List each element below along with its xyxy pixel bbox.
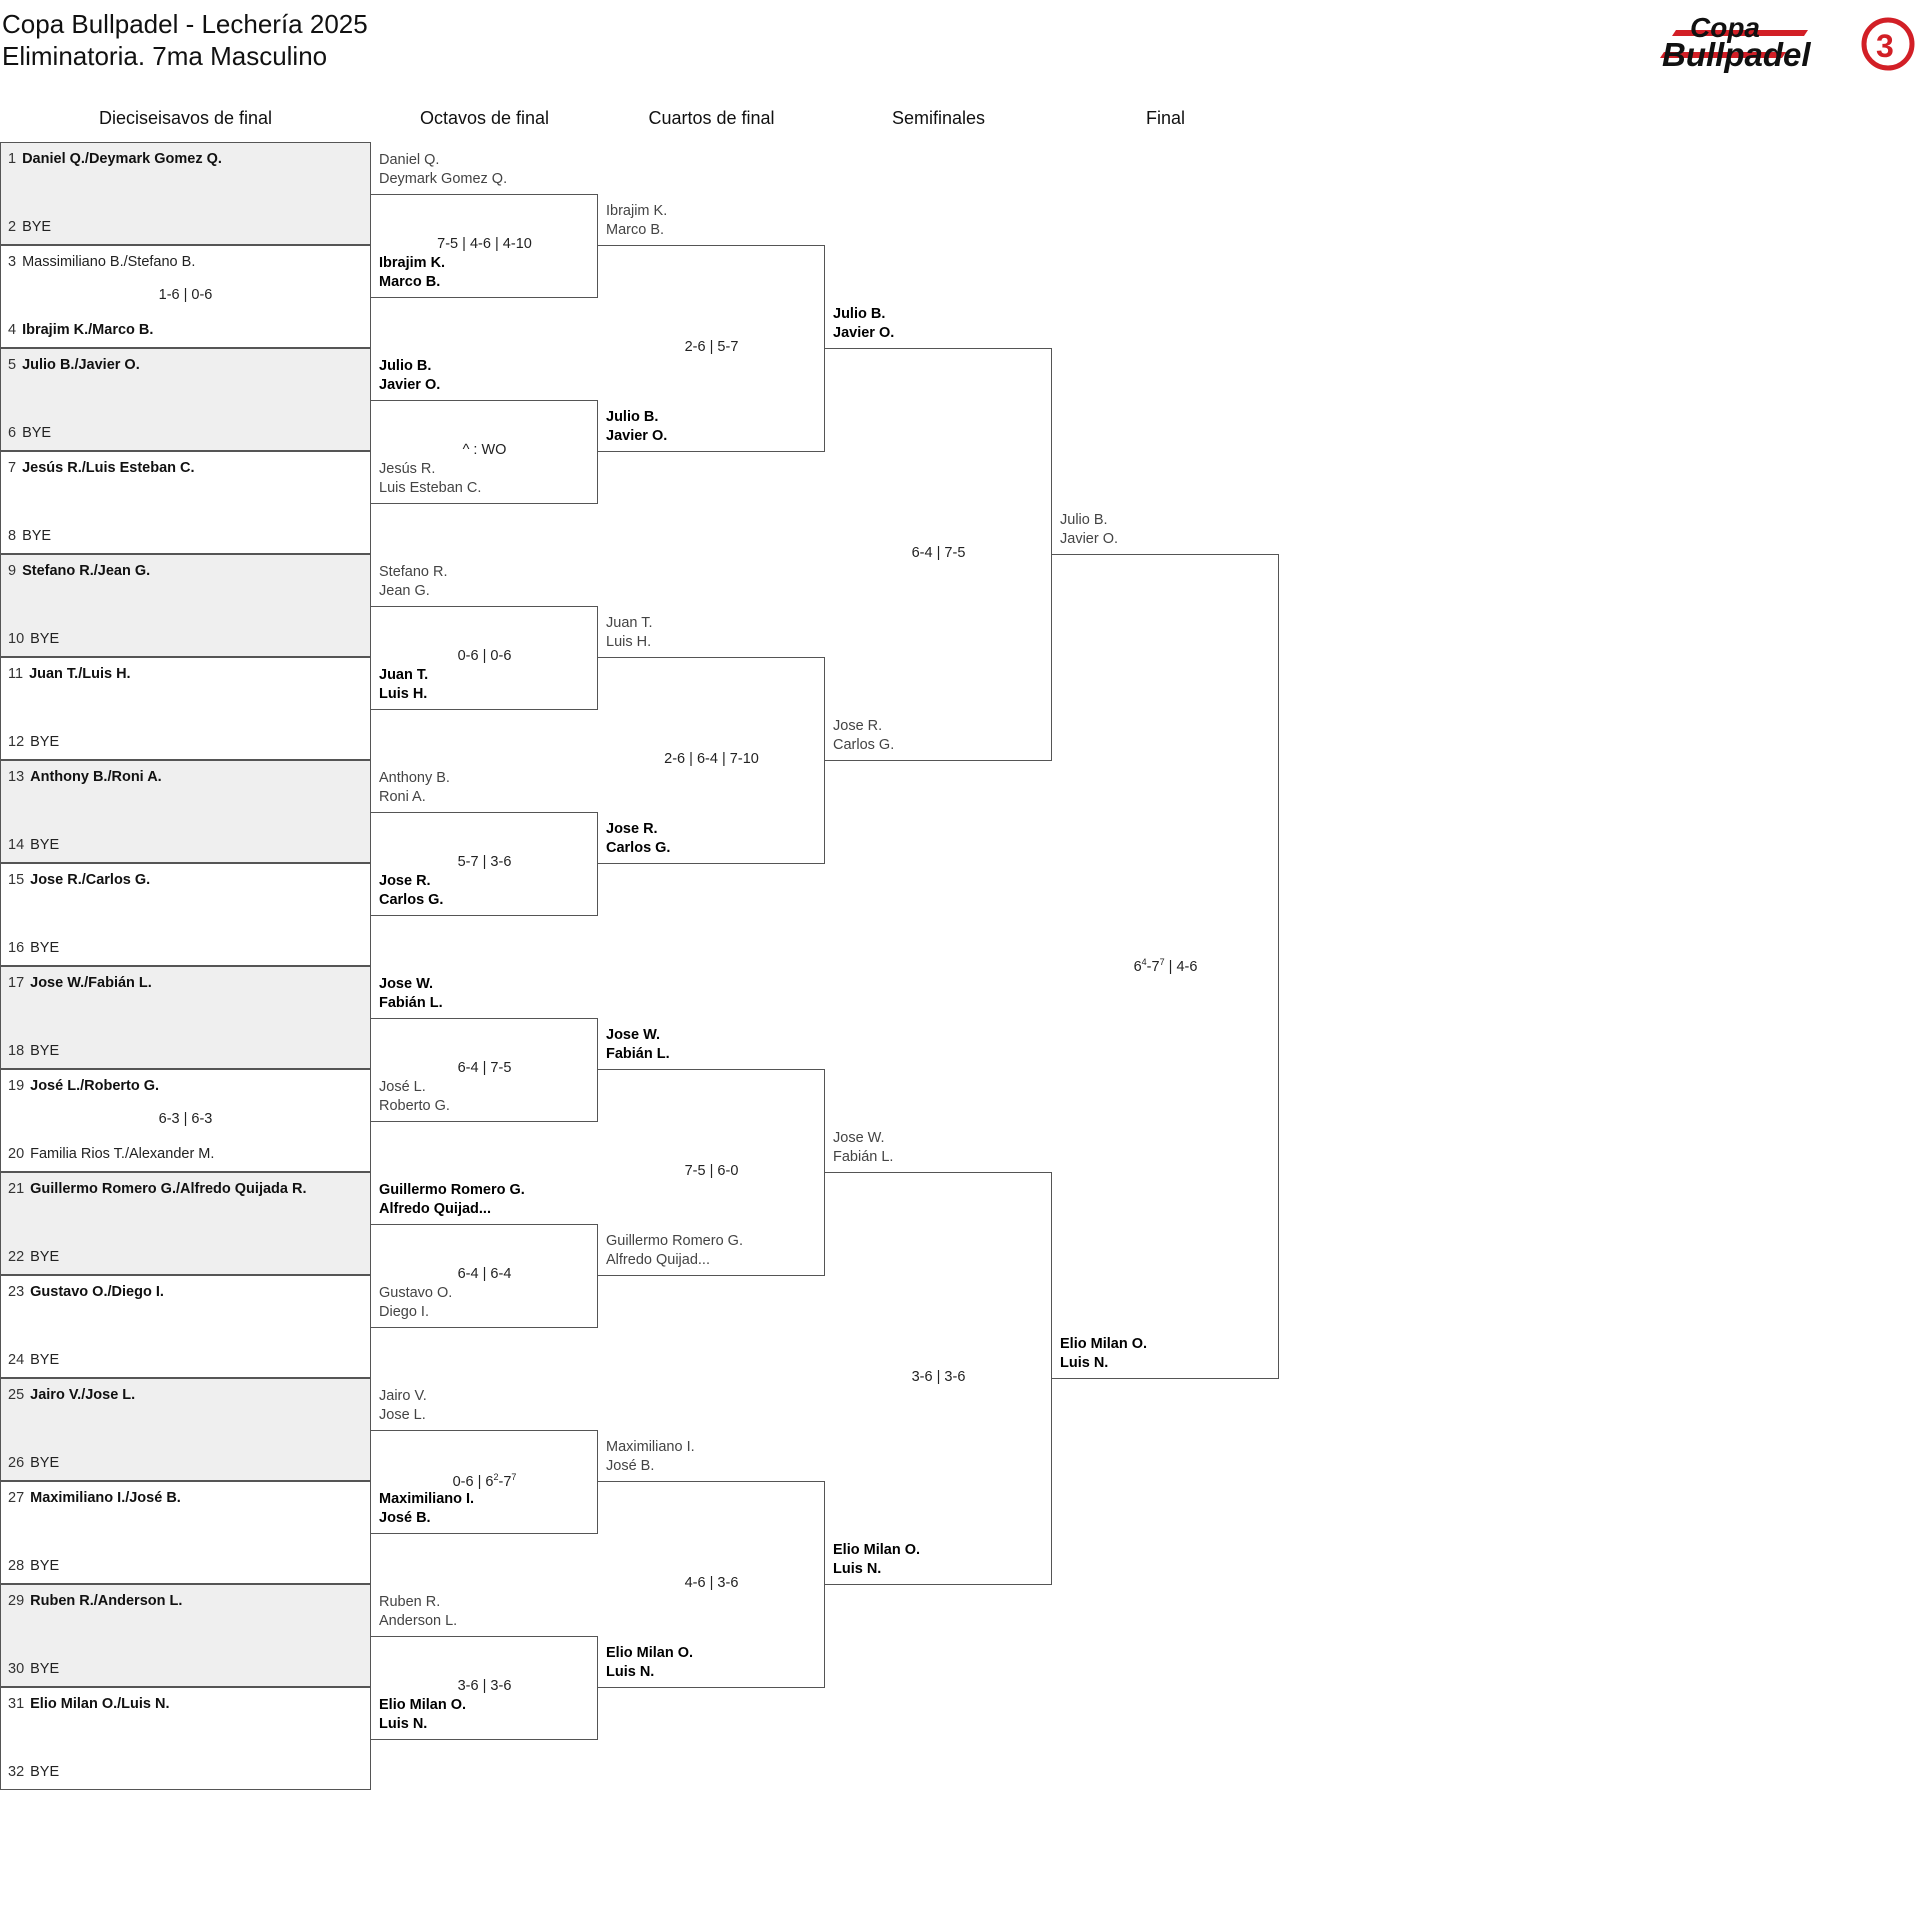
team-entry: [8, 219, 51, 235]
player-name: Gustavo O.: [379, 1284, 453, 1301]
first-round-match: [0, 142, 371, 245]
team-entry: [8, 872, 150, 888]
team-pair: [379, 1284, 452, 1322]
first-round-match: [0, 863, 371, 966]
player-name: Alfredo Quijad...: [379, 1200, 491, 1217]
bracket-line: [825, 760, 1052, 761]
team-name: BYE: [30, 1764, 60, 1780]
team-entry: [8, 1181, 306, 1197]
seed-number: 8: [8, 528, 17, 544]
team-pair: [606, 1026, 670, 1064]
team-name: Julio B./Javier O.: [22, 357, 140, 373]
player-name: Julio B.: [1060, 512, 1108, 528]
seed-number: 31: [8, 1696, 25, 1712]
match-score: 6-4 | 6-4: [457, 1266, 512, 1282]
bracket-line: [598, 1275, 825, 1276]
player-name: Ibrajim K.: [379, 254, 446, 271]
seed-number: 12: [8, 734, 25, 750]
player-name: Javier O.: [833, 325, 895, 341]
bracket-line: [371, 400, 598, 401]
player-name: Jairo V.: [379, 1387, 427, 1404]
team-entry: [8, 631, 59, 647]
player-name: Jose R.: [379, 872, 431, 889]
player-name: Luis Esteban C.: [379, 479, 482, 496]
team-pair: [1060, 511, 1118, 549]
team-entry: [8, 1043, 59, 1059]
player-name: Jose R.: [833, 718, 883, 734]
seed-number: 29: [8, 1593, 25, 1609]
player-name: Julio B.: [379, 357, 432, 374]
bracket-line: [598, 1069, 825, 1070]
round-header-final: Final: [1145, 108, 1185, 128]
match-score: 5-7 | 3-6: [457, 854, 512, 870]
player-name: Guillermo Romero G.: [379, 1181, 525, 1198]
team-name: Elio Milan O./Luis N.: [30, 1696, 170, 1712]
team-pair: [833, 1129, 893, 1167]
team-entry: [8, 1455, 59, 1471]
team-pair: [379, 357, 440, 395]
team-name: Stefano R./Jean G.: [22, 563, 151, 579]
team-name: Ruben R./Anderson L.: [30, 1593, 183, 1609]
team-name: Gustavo O./Diego I.: [30, 1284, 164, 1300]
team-pair: [379, 254, 445, 292]
player-name: Javier O.: [1060, 531, 1119, 547]
team-pair: [379, 460, 481, 498]
round-header-semifinales: Semifinales: [891, 108, 986, 128]
player-name: Fabián L.: [606, 1046, 670, 1062]
player-name: Roberto G.: [379, 1097, 450, 1114]
team-entry: [8, 940, 59, 956]
team-entry: [8, 1490, 181, 1506]
seed-number: 28: [8, 1558, 25, 1574]
match-score: 6-4 | 7-5: [911, 545, 966, 561]
player-name: Ibrajim K.: [606, 203, 668, 219]
team-name: BYE: [22, 425, 52, 441]
first-round-match: [0, 1275, 371, 1378]
player-name: Maximiliano I.: [606, 1439, 695, 1455]
team-name: José L./Roberto G.: [30, 1078, 160, 1094]
seed-number: 18: [8, 1043, 25, 1059]
team-entry: [8, 528, 51, 544]
match-score: $6^4-7^7$ | 4-6: [1133, 957, 1198, 975]
player-name: Javier O.: [379, 376, 441, 393]
team-pair: [379, 563, 448, 601]
team-name: Anthony B./Roni A.: [30, 769, 162, 785]
bracket-line: [371, 1739, 598, 1740]
bracket-line: [371, 606, 598, 607]
player-name: Jose W.: [379, 975, 433, 992]
team-entry: [8, 1284, 164, 1300]
team-name: Jose R./Carlos G.: [30, 872, 151, 888]
team-entry: [8, 1249, 59, 1265]
bracket-line: [371, 503, 598, 504]
bullpadel-logo: [1658, 10, 1918, 74]
match-score: 4-6 | 3-6: [684, 1575, 739, 1591]
team-pair: [606, 1644, 693, 1682]
bracket-line: [371, 915, 598, 916]
team-entry: [8, 151, 222, 167]
team-entry: [8, 1661, 59, 1677]
team-entry: [8, 1387, 135, 1403]
player-name: José B.: [379, 1509, 431, 1526]
team-pair: [606, 1438, 695, 1476]
player-name: Deymark Gomez Q.: [379, 170, 508, 187]
team-entry: [8, 425, 51, 441]
team-name: BYE: [30, 1455, 60, 1471]
player-name: Jose R.: [606, 821, 658, 837]
team-pair: [606, 1232, 743, 1270]
team-entry: [8, 1078, 159, 1094]
seed-number: 26: [8, 1455, 25, 1471]
match-score: 2-6 | 5-7: [684, 339, 739, 355]
team-pair: [606, 202, 667, 240]
team-pair: [379, 151, 507, 189]
player-name: Diego I.: [379, 1303, 429, 1320]
team-name: Ibrajim K./Marco B.: [22, 322, 154, 338]
team-pair: [379, 769, 450, 807]
bracket-line: [1052, 554, 1279, 555]
team-pair: [606, 614, 653, 652]
match-score: 6-4 | 7-5: [457, 1060, 512, 1076]
team-name: BYE: [30, 940, 60, 956]
team-name: BYE: [30, 631, 60, 647]
team-pair: [1060, 1335, 1147, 1373]
seed-number: 2: [8, 219, 17, 235]
team-name: BYE: [30, 1558, 60, 1574]
first-round-match: [0, 1481, 371, 1584]
seed-number: 11: [8, 666, 24, 682]
bracket-line: [825, 1172, 1052, 1173]
bracket-line: [371, 709, 598, 710]
player-name: Elio Milan O.: [379, 1696, 467, 1713]
player-name: Jose W.: [606, 1027, 660, 1043]
bracket-line: [371, 1430, 598, 1431]
player-name: Marco B.: [379, 273, 441, 290]
seed-number: 1: [8, 151, 17, 167]
seed-number: 20: [8, 1146, 25, 1162]
bracket-line: [598, 863, 825, 864]
player-name: Jose W.: [833, 1130, 885, 1146]
bracket-line: [598, 1481, 825, 1482]
player-name: José B.: [606, 1458, 655, 1474]
team-pair: [833, 305, 894, 343]
player-name: Roni A.: [379, 788, 426, 805]
first-round-match: [0, 760, 371, 863]
first-round-match: [0, 966, 371, 1069]
team-pair: [379, 872, 443, 910]
seed-number: 24: [8, 1352, 25, 1368]
team-entry: [8, 254, 195, 270]
logo-text-bullpadel: Bullpadel: [1662, 36, 1811, 73]
team-name: BYE: [30, 1043, 60, 1059]
seed-number: 4: [8, 322, 17, 338]
team-pair: [606, 820, 670, 858]
seed-number: 19: [8, 1078, 25, 1094]
team-entry: [8, 1352, 59, 1368]
player-name: Julio B.: [606, 409, 659, 425]
seed-number: 3: [8, 254, 17, 270]
team-name: BYE: [22, 528, 52, 544]
team-entry: [8, 563, 150, 579]
player-name: Luis N.: [606, 1664, 655, 1680]
seed-number: 25: [8, 1387, 25, 1403]
player-name: Alfredo Quijad...: [606, 1252, 710, 1268]
round-header-cuartos: Cuartos de final: [648, 108, 775, 128]
bracket-line: [598, 657, 825, 658]
first-round-match: [0, 1687, 371, 1790]
bracket-line: [825, 348, 1052, 349]
team-pair: [606, 408, 667, 446]
player-name: Fabián L.: [833, 1149, 894, 1165]
team-entry: [8, 975, 152, 991]
player-name: Carlos G.: [606, 840, 671, 856]
seed-number: 23: [8, 1284, 25, 1300]
team-entry: [8, 1696, 170, 1712]
player-name: Jesús R.: [379, 460, 436, 477]
match-score: 2-6 | 6-4 | 7-10: [664, 751, 759, 767]
bracket-line: [598, 1687, 825, 1688]
team-name: Familia Rios T./Alexander M.: [30, 1146, 215, 1162]
player-name: Carlos G.: [833, 737, 895, 753]
first-round-match: [0, 1172, 371, 1275]
player-name: Luis N.: [1060, 1355, 1109, 1371]
team-name: Jesús R./Luis Esteban C.: [22, 460, 195, 476]
seed-number: 6: [8, 425, 17, 441]
first-round-match: [0, 1584, 371, 1687]
seed-number: 14: [8, 837, 25, 853]
team-entry: [8, 769, 162, 785]
player-name: Jean G.: [379, 582, 430, 599]
first-round-match: [0, 1069, 371, 1172]
seed-number: 10: [8, 631, 25, 647]
seed-number: 16: [8, 940, 25, 956]
team-name: BYE: [30, 1352, 60, 1368]
team-pair: [379, 666, 428, 704]
first-round-match: [0, 554, 371, 657]
team-pair: [379, 1181, 525, 1219]
match-score: 6-3 | 6-3: [158, 1111, 213, 1127]
player-name: Daniel Q.: [379, 151, 440, 168]
team-entry: [8, 1146, 214, 1162]
team-pair: [379, 1696, 466, 1734]
player-name: Javier O.: [606, 428, 668, 444]
team-entry: [8, 322, 153, 338]
bracket-line: [1052, 1378, 1279, 1379]
bracket-line: [371, 1533, 598, 1534]
player-name: Carlos G.: [379, 891, 444, 908]
bracket-line: [371, 1224, 598, 1225]
first-round-match: [0, 1378, 371, 1481]
player-name: Elio Milan O.: [1060, 1336, 1148, 1352]
bracket-line: [371, 194, 598, 195]
team-name: BYE: [22, 219, 52, 235]
match-score: 0-6 | $6^2-7^7$: [452, 1472, 517, 1490]
page-title: Copa Bullpadel - Lechería 2025: [2, 9, 368, 39]
bracket-line: [598, 451, 825, 452]
bracket-line: [825, 1584, 1052, 1585]
player-name: Maximiliano I.: [379, 1490, 475, 1507]
seed-number: 15: [8, 872, 25, 888]
player-name: Luis N.: [379, 1715, 428, 1732]
team-entry: [8, 837, 59, 853]
player-name: Juan T.: [606, 615, 653, 631]
first-round-match: [0, 451, 371, 554]
player-name: Anderson L.: [379, 1612, 458, 1629]
seed-number: 7: [8, 460, 17, 476]
match-score: 1-6 | 0-6: [158, 287, 213, 303]
bracket-line: [371, 1121, 598, 1122]
seed-number: 13: [8, 769, 25, 785]
player-name: Luis H.: [379, 685, 428, 702]
player-name: Anthony B.: [379, 769, 450, 786]
player-name: José L.: [379, 1078, 426, 1095]
seed-number: 21: [8, 1181, 25, 1197]
player-name: Marco B.: [606, 222, 665, 238]
team-entry: [8, 1593, 182, 1609]
team-entry: [8, 1558, 59, 1574]
team-pair: [379, 1490, 474, 1528]
seed-number: 32: [8, 1764, 25, 1780]
logo-text-copa: Copa: [1690, 12, 1760, 43]
seed-number: 9: [8, 563, 17, 579]
player-name: Stefano R.: [379, 563, 448, 580]
team-entry: [8, 734, 59, 750]
match-score: ^ : WO: [462, 442, 507, 458]
match-score: 7-5 | 4-6 | 4-10: [437, 236, 532, 252]
team-pair: [833, 717, 894, 755]
bracket-line: [371, 1327, 598, 1328]
player-name: Guillermo Romero G.: [606, 1233, 743, 1249]
first-round-match: [0, 657, 371, 760]
team-entry: [8, 666, 131, 682]
bracket-line: [371, 1018, 598, 1019]
bracket-line: [598, 245, 825, 246]
player-name: Juan T.: [379, 666, 429, 683]
round-header-dieciseisavos: Dieciseisavos de final: [98, 108, 273, 128]
match-score: 0-6 | 0-6: [457, 648, 512, 664]
match-score: 3-6 | 3-6: [457, 1678, 512, 1694]
first-round-match: [0, 348, 371, 451]
team-name: BYE: [30, 1249, 60, 1265]
team-name: BYE: [30, 837, 60, 853]
seed-number: 27: [8, 1490, 25, 1506]
team-name: Juan T./Luis H.: [29, 666, 131, 682]
seed-number: 5: [8, 357, 17, 373]
team-pair: [379, 1078, 450, 1116]
team-name: Guillermo Romero G./Alfredo Quijada R.: [30, 1181, 307, 1197]
team-entry: [8, 460, 195, 476]
player-name: Ruben R.: [379, 1593, 441, 1610]
team-pair: [379, 1387, 427, 1425]
player-name: Luis H.: [606, 634, 652, 650]
player-name: Luis N.: [833, 1561, 882, 1577]
team-name: BYE: [30, 734, 60, 750]
team-name: Jose W./Fabián L.: [30, 975, 152, 991]
team-pair: [833, 1541, 920, 1579]
bracket-line: [371, 1636, 598, 1637]
svg-text:3: 3: [1876, 28, 1894, 64]
match-score: 3-6 | 3-6: [911, 1369, 966, 1385]
bracket-line: [371, 812, 598, 813]
seed-number: 17: [8, 975, 25, 991]
seed-number: 30: [8, 1661, 25, 1677]
player-name: Elio Milan O.: [833, 1542, 921, 1558]
match-score: 7-5 | 6-0: [684, 1163, 739, 1179]
team-entry: [8, 1764, 59, 1780]
team-name: Massimiliano B./Stefano B.: [22, 254, 196, 270]
player-name: Julio B.: [833, 306, 886, 322]
team-name: Maximiliano I./José B.: [30, 1490, 181, 1506]
page-subtitle: Eliminatoria. 7ma Masculino: [2, 41, 328, 71]
team-pair: [379, 1593, 457, 1631]
seed-number: 22: [8, 1249, 25, 1265]
team-name: BYE: [30, 1661, 60, 1677]
player-name: Fabián L.: [379, 994, 443, 1011]
team-entry: [8, 357, 140, 373]
team-name: Daniel Q./Deymark Gomez Q.: [22, 151, 222, 167]
first-round-match: [0, 245, 371, 348]
team-name: Jairo V./Jose L.: [30, 1387, 136, 1403]
player-name: Elio Milan O.: [606, 1645, 694, 1661]
round-header-octavos: Octavos de final: [419, 108, 550, 128]
team-pair: [379, 975, 443, 1013]
bracket-line: [371, 297, 598, 298]
player-name: Jose L.: [379, 1406, 426, 1423]
